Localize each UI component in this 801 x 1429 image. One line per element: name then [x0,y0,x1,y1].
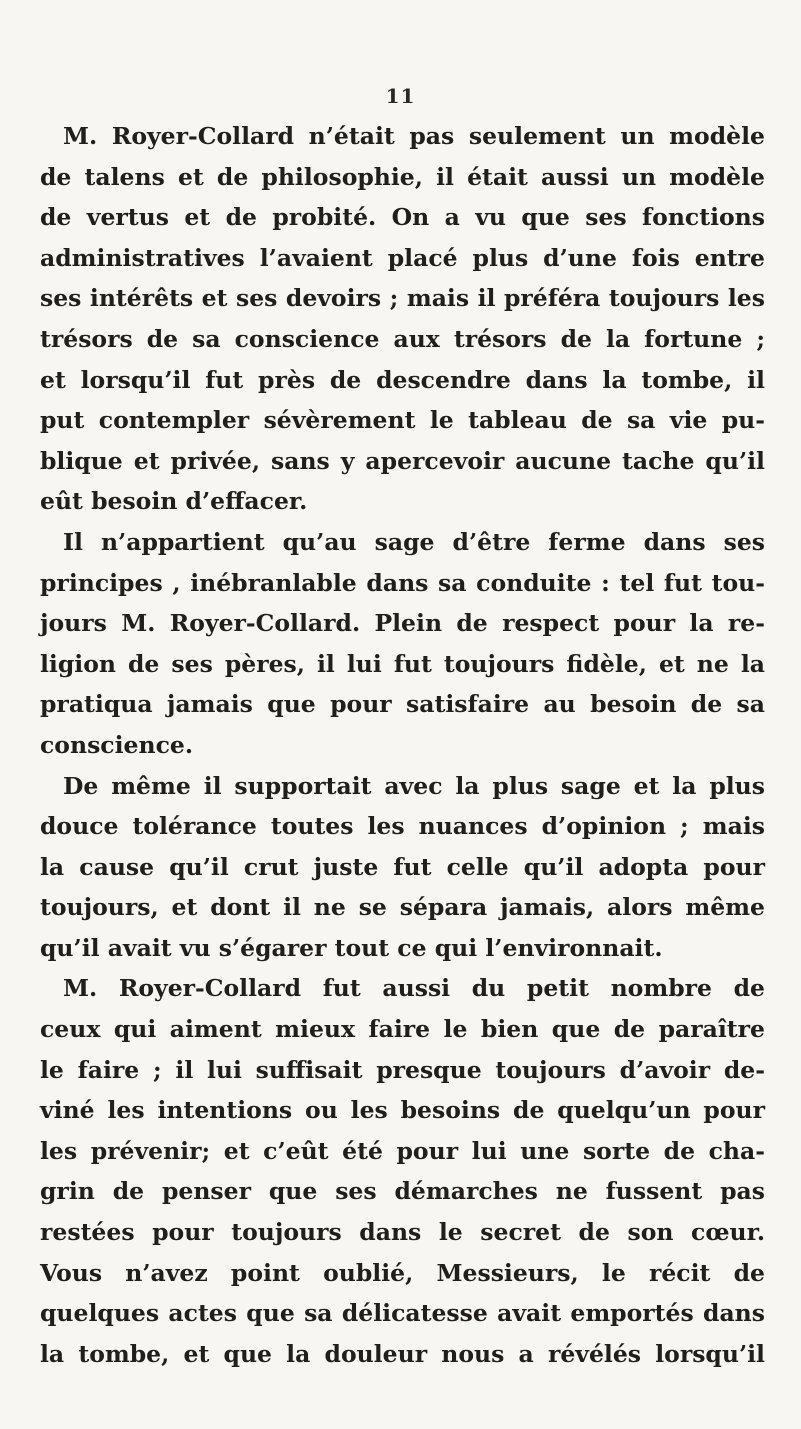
paragraph [40,968,765,1374]
text-line: qu’il avait vu s’égarer tout ce qui l’environnait. [40,933,663,962]
text-line: les prévenir; et c’eût été pour lui une sorte de cha- [40,1136,765,1165]
text-line: trésors de sa conscience aux trésors de la fortune ; [40,324,765,353]
paragraph [40,522,765,766]
text-line: ligion de ses pères, il lui fut toujours fidèle, et ne la [40,649,765,678]
text-line: De même il supportait avec la plus sage et la plus [63,771,765,800]
text-line: M. Royer-Collard fut aussi du petit nombre de [63,974,765,1003]
text-line: la tombe, et que la douleur nous a révélés lorsqu’il [40,1339,765,1368]
text-line: et lorsqu’il fut près de descendre dans la tombe, il [40,365,765,394]
text-line: ceux qui aiment mieux faire le bien que de paraître [40,1015,765,1044]
text-line: le faire ; il lui suffisait presque toujours d’avoir de- [40,1055,765,1084]
text-line: restées pour toujours dans le secret de son cœur. [40,1218,765,1247]
text-line: blique et privée, sans y apercevoir aucune tache qu’il [40,446,765,475]
text-line: eût besoin d’effacer. [40,487,308,516]
text-line: de vertus et de probité. On a vu que ses fonctions [40,203,765,232]
text-line: quelques actes que sa délicatesse avait emportés dans [40,1299,765,1328]
text-line: ses intérêts et ses devoirs ; mais il préféra toujours les [40,284,765,313]
text-line: viné les intentions ou les besoins de quelqu’un pour [40,1096,765,1125]
text-line: grin de penser que ses démarches ne fussent pas [40,1177,765,1206]
text-line: de talens et de philosophie, il était aussi un modèle [40,162,765,191]
text-line: conscience. [40,730,194,759]
paragraph [40,766,765,969]
page-number: 11 [385,84,416,108]
text-line: pratiqua jamais que pour satisfaire au besoin de sa [40,690,765,719]
text-line: put contempler sévèrement le tableau de sa vie pu- [40,406,765,435]
text-line: toujours, et dont il ne se sépara jamais, alors même [40,893,765,922]
text-line: M. Royer-Collard n’était pas seulement un modèle [63,122,765,150]
text-line: Il n’appartient qu’au sage d’être ferme dans ses [63,527,765,556]
text-line: la cause qu’il crut juste fut celle qu’il adopta pour [40,852,765,881]
body-text [40,116,765,1374]
text-line: douce tolérance toutes les nuances d’opinion ; mais [40,812,765,841]
text-line: jours M. Royer-Collard. Plein de respect pour la re- [40,609,765,638]
text-line: administratives l’avaient placé plus d’une fois entre [40,243,765,272]
text-line: principes , inébranlable dans sa conduite : tel fut tou- [40,568,765,597]
paragraph [40,116,765,522]
text-line: Vous n’avez point oublié, Messieurs, le récit de [40,1258,765,1287]
